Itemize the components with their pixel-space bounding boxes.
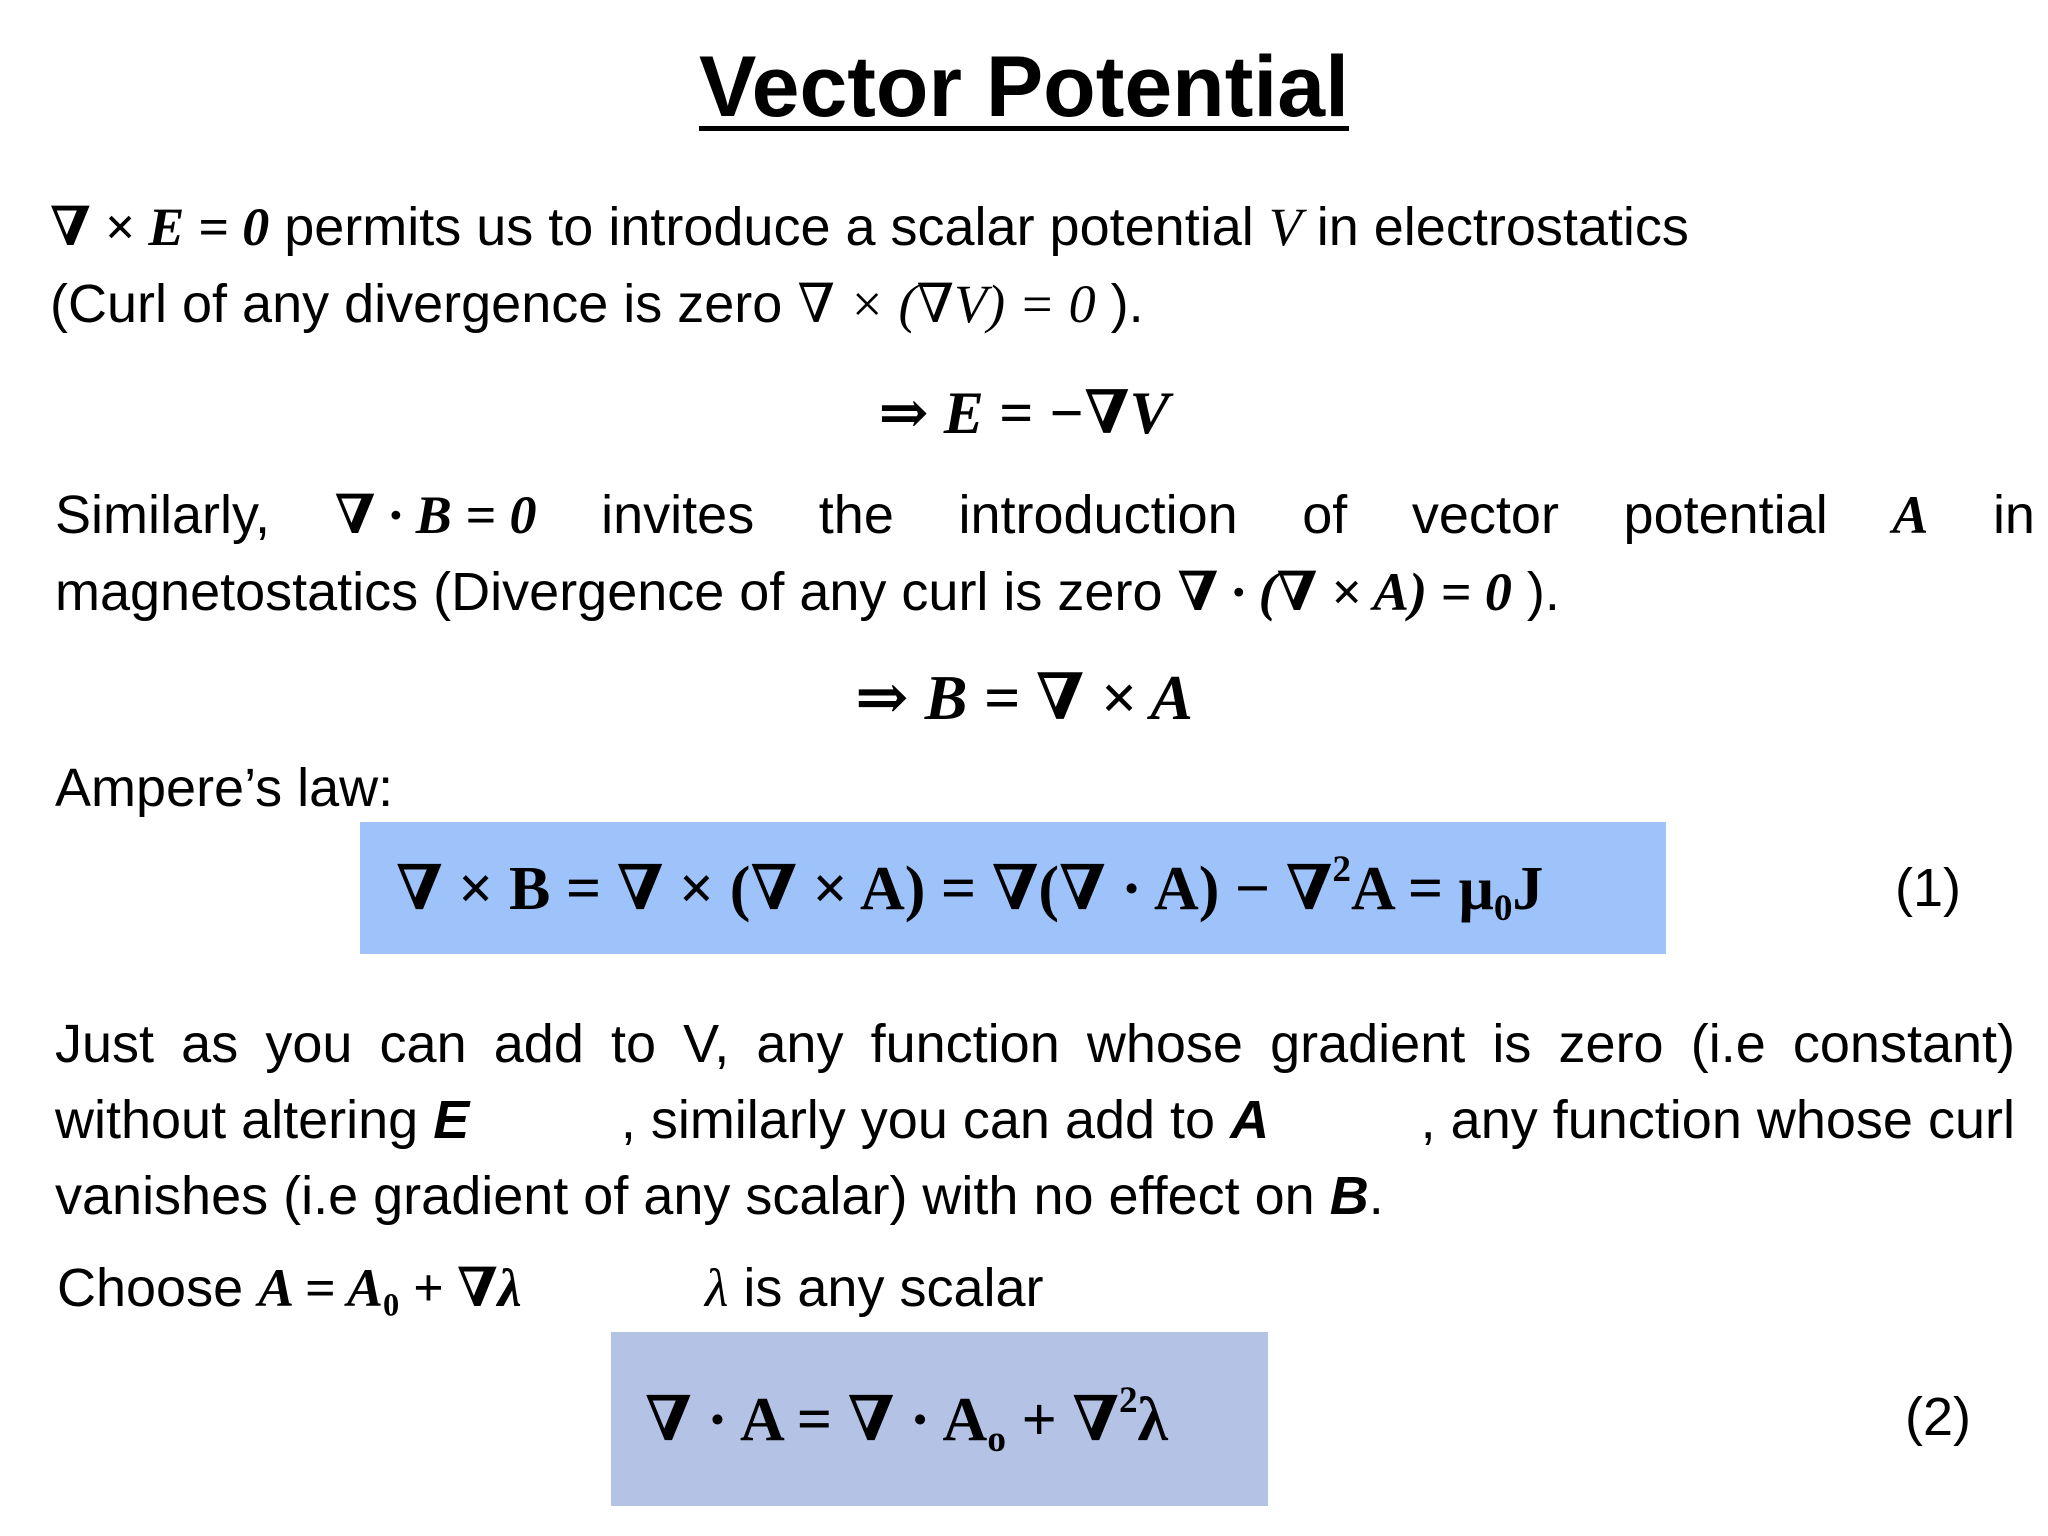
p1-text-a: permits us to introduce a scalar potential — [269, 197, 1269, 257]
gauge-choice-line — [57, 1256, 522, 1324]
eq1-end: J — [1512, 855, 1544, 923]
gauge-eq-sub: 0 — [382, 1287, 400, 1324]
gauge-equation — [258, 1258, 522, 1324]
eq2-end: λ — [1137, 1386, 1169, 1454]
eq1-sub: 0 — [1493, 888, 1513, 930]
eq2-mid: + ∇ — [1005, 1386, 1119, 1454]
p3-line3-c: . — [1368, 1166, 1384, 1226]
vector-potential-symbol: A — [1892, 485, 1929, 545]
curl-grad-equation: ∇ × (∇V) = 0 — [797, 274, 1096, 334]
equation-1 — [360, 849, 1544, 930]
electric-field-equation: ⇒ E = −∇V — [878, 380, 1170, 446]
paragraph-3-line-3 — [55, 1164, 1384, 1229]
p2-word-3: of — [1302, 485, 1348, 545]
div-curl-equation: ∇ · (∇ × A) = 0 — [1177, 562, 1512, 622]
p1-text-c: (Curl of any divergence is zero — [50, 274, 798, 334]
p2-text-a: Similarly, — [55, 485, 270, 545]
p3-line2-c: , any function whose curl — [1420, 1090, 2015, 1150]
gauge-eq-end: + ∇λ — [399, 1258, 522, 1318]
p1-text-b: in electrostatics — [1301, 197, 1689, 257]
paragraph-2-line-1 — [55, 483, 2035, 548]
e-field-symbol: E — [433, 1090, 470, 1150]
eq2-sup: 2 — [1118, 1380, 1138, 1422]
p2-word-2: introduction — [958, 485, 1238, 545]
lambda-symbol: λ — [705, 1258, 729, 1318]
p3-text: without altering — [55, 1090, 434, 1150]
paragraph-1-line-1 — [50, 195, 1689, 260]
paragraph-3-line-2 — [55, 1088, 2015, 1153]
equation-2-box — [611, 1332, 1268, 1506]
eq1-rhs: A = μ — [1350, 855, 1494, 923]
equation-2 — [611, 1380, 1169, 1461]
eq1-sup: 2 — [1332, 849, 1351, 891]
p3-line2-a — [55, 1088, 469, 1153]
magnetic-field-equation: ⇒ B = ∇ × A — [855, 662, 1193, 733]
p3-line3-a: vanishes (i.e gradient of any scalar) with no effect on — [55, 1166, 1330, 1226]
slide-title — [0, 36, 2048, 139]
gauge-eq-a: A = A — [258, 1258, 383, 1318]
p2-text-c: ). — [1511, 562, 1560, 622]
paragraph-1-line-2 — [50, 272, 1144, 337]
p2-word-1: the — [818, 485, 894, 545]
p3-line2-b — [621, 1088, 1269, 1153]
p1-text-d: ). — [1095, 274, 1144, 334]
curl-e-equation: ∇ × E = 0 — [50, 197, 270, 257]
p2-text-b: magnetostatics (Divergence of any curl is zero — [55, 562, 1178, 622]
equation-1-box — [360, 822, 1666, 954]
ampere-law-label: Ampere’s law: — [55, 758, 394, 818]
paragraph-3-line-1: Just as you can add to V, any function whose gradient is zero (i.e constant) — [55, 1014, 2015, 1074]
lambda-note-text: is any scalar — [728, 1258, 1044, 1318]
title-text: Vector Potential — [699, 39, 1349, 135]
p3-text: , similarly you can add to — [620, 1090, 1231, 1150]
equation-1-number: (1) — [1895, 858, 1961, 918]
eq2-lhs: ∇ · A = ∇ · A — [645, 1386, 988, 1454]
div-b-equation: ∇ · B = 0 — [334, 485, 537, 545]
lambda-note — [705, 1256, 1044, 1321]
choose-label: Choose — [57, 1258, 259, 1318]
b-field-symbol: B — [1329, 1166, 1369, 1226]
a-symbol: A — [1230, 1090, 1270, 1150]
p2-word-in: in — [1992, 485, 2035, 545]
p2-word-4: vector — [1411, 485, 1559, 545]
p2-word-0: invites — [601, 485, 755, 545]
p2-word-5: potential — [1623, 485, 1828, 545]
eq2-sub: o — [987, 1419, 1006, 1461]
equation-2-number: (2) — [1905, 1387, 1971, 1447]
eq1-lhs: ∇ × B = ∇ × (∇ × A) = ∇(∇ · A) − ∇ — [396, 855, 1333, 923]
paragraph-2-line-2 — [55, 560, 1560, 625]
scalar-potential-symbol: V — [1268, 197, 1302, 257]
